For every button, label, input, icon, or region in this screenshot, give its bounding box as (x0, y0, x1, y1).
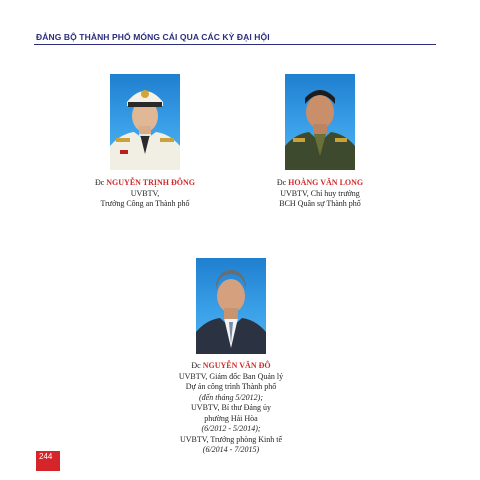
caption-nguyen-trinh-dong (60, 178, 230, 210)
portrait-nguyen-van-do (196, 258, 266, 354)
person-role-line: UVBTV, (130, 188, 160, 198)
person-prefix: Đc (191, 361, 201, 370)
person-role-period: (6/2012 - 5/2014); (201, 424, 261, 433)
portrait-nguyen-trinh-dong (110, 74, 180, 170)
caption-hoang-van-long (235, 178, 405, 210)
person-name: HOÀNG VĂN LONG (288, 178, 364, 187)
person-role-line: phường Hải Hòa (204, 413, 258, 423)
portrait-hoang-van-long (285, 74, 355, 170)
caption-nguyen-van-do (146, 361, 316, 456)
person-role-period: (6/2014 - 7/2015) (202, 445, 260, 454)
person-role-line: BCH Quân sự Thành phố (279, 199, 361, 208)
header-divider (34, 44, 436, 45)
person-role-line: UVBTV, Chỉ huy trưởng (280, 188, 360, 198)
person-role-period: (đến tháng 5/2012); (199, 392, 263, 402)
person-name: NGUYỄN TRỊNH ĐÔNG (106, 178, 196, 187)
person-prefix: Đc (276, 178, 287, 187)
person-role-line: Trưởng Công an Thành phố (100, 199, 190, 208)
person-role-line: UVBTV, Giám đốc Ban Quản lý (178, 371, 284, 381)
person-prefix: Đc (94, 178, 105, 187)
person-name: NGUYỄN VĂN ĐÔ (202, 361, 271, 370)
page-number-badge: 244 (36, 451, 60, 471)
person-role-line: UVBTV, Trưởng phòng Kinh tế (180, 434, 282, 444)
page-header-title: ĐẢNG BỘ THÀNH PHỐ MÓNG CÁI QUA CÁC KỲ ĐẠI HỘI (36, 32, 270, 42)
person-role-line: Dự án công trình Thành phố (185, 382, 277, 391)
person-role-line: UVBTV, Bí thư Đảng ủy (191, 403, 271, 412)
